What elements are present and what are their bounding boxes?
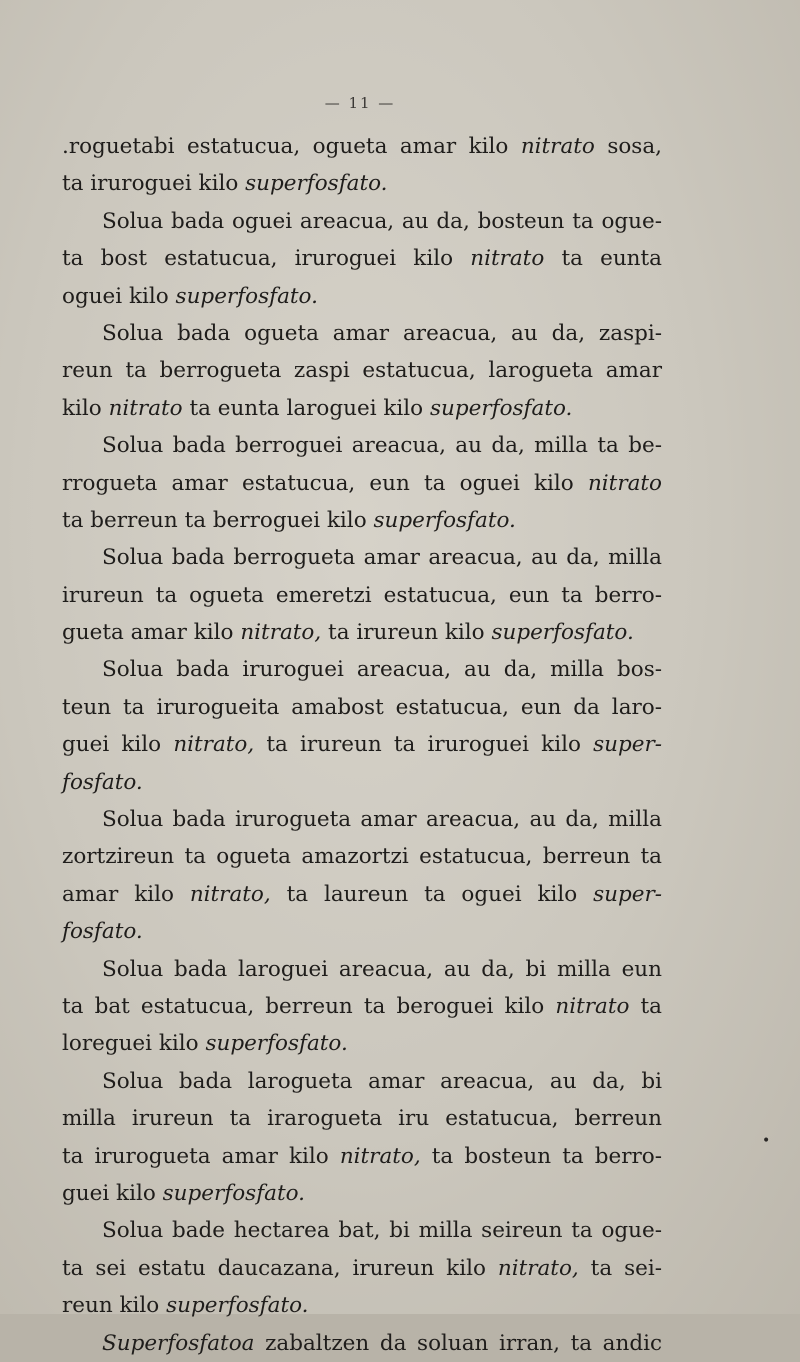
text-run: ta berreun ta berroguei kilo (62, 507, 374, 533)
italic-term: superfosfato. (491, 620, 634, 646)
text-line (62, 913, 662, 950)
text-run: reun ta berrogueta zaspi estatucua, larogueta amar (62, 358, 662, 384)
text-line (62, 1138, 662, 1175)
italic-term: nitrato, (173, 732, 255, 758)
text-line (62, 352, 662, 389)
text-run: loreguei kilo (62, 1031, 206, 1057)
text-run: ta (629, 993, 662, 1019)
italic-term: superfosfato. (166, 1293, 309, 1319)
text-line (62, 1025, 662, 1062)
italic-term: superfosfato. (429, 395, 573, 421)
text-run: ta irureun ta iruroguei kilo (254, 732, 594, 758)
margin-mark: • (762, 1133, 771, 1149)
text-run: guei kilo (62, 1180, 163, 1206)
italic-term: fosfato. (62, 769, 143, 795)
text-run: ta sei estatu daucazana, irureun kilo (62, 1255, 498, 1281)
italic-term: Superfosfatoa (102, 1330, 255, 1356)
text-run: ta laureun ta oguei kilo (270, 881, 594, 907)
italic-term: nitrato, (339, 1143, 421, 1169)
text-run: ta iruroguei kilo (62, 171, 246, 197)
italic-term: super- (593, 881, 662, 907)
text-line (62, 951, 662, 988)
text-line (62, 427, 662, 464)
text-line (62, 577, 662, 614)
text-run: rrogueta amar estatucua, eun ta oguei kilo (62, 470, 588, 496)
text-run: Solua bada berrogueta amar areacua, au da, milla (102, 545, 662, 571)
text-line (62, 726, 662, 763)
text-line (62, 203, 662, 240)
text-run: guei kilo (62, 732, 174, 758)
text-run: milla irureun ta irarogueta iru estatucua, berreun (62, 1106, 662, 1132)
italic-term: nitrato (555, 993, 630, 1019)
italic-term: superfosfato. (245, 171, 388, 197)
body-text (62, 128, 662, 1362)
text-run: Solua bada larogueta amar areacua, au da, bi (102, 1068, 662, 1094)
text-run: teun ta irurogueita amabost estatucua, eun da laro- (62, 694, 662, 720)
text-run: ta eunta laroguei kilo (182, 395, 430, 421)
text-line (62, 278, 662, 315)
text-run: zortzireun ta ogueta amazortzi estatucua, berreun ta (62, 844, 662, 870)
text-run: ta irurogueta amar kilo (62, 1143, 340, 1169)
text-run: Solua bada berroguei areacua, au da, milla ta be- (102, 433, 662, 459)
page-number: — 11 — (324, 94, 396, 112)
text-line (62, 539, 662, 576)
italic-term: nitrato (108, 395, 183, 421)
text-line (62, 1250, 662, 1287)
text-run: zabaltzen da soluan irran, ta andic (254, 1330, 662, 1356)
text-line (62, 614, 662, 651)
italic-term: nitrato, (240, 620, 322, 646)
text-run: ta bat estatucua, berreun ta beroguei kilo (62, 993, 556, 1019)
italic-term: super- (593, 732, 662, 758)
text-run: Solua bada laroguei areacua, au da, bi milla eun (102, 956, 662, 982)
text-run: ta bosteun ta berro- (420, 1143, 662, 1169)
text-run: amar kilo (62, 881, 190, 907)
text-line (62, 1212, 662, 1249)
italic-term: superfosfato. (205, 1031, 348, 1057)
text-line (62, 315, 662, 352)
italic-term: nitrato (470, 246, 545, 272)
text-run: kilo (62, 395, 109, 421)
italic-term: nitrato, (189, 881, 271, 907)
text-run: ta irureun kilo (321, 620, 492, 646)
text-line (62, 1063, 662, 1100)
italic-term: superfosfato. (162, 1180, 306, 1206)
italic-term: superfosfato. (175, 283, 318, 309)
text-run: ta eunta (544, 246, 662, 272)
text-run: gueta amar kilo (62, 620, 241, 646)
text-run: Solua bada oguei areacua, au da, bosteun ta ogue- (102, 208, 662, 234)
text-line (62, 689, 662, 726)
text-line (62, 838, 662, 875)
text-line (62, 128, 662, 165)
text-line (62, 1287, 662, 1324)
text-line (62, 1175, 662, 1212)
text-line (62, 390, 662, 427)
italic-term: nitrato (587, 470, 662, 496)
italic-term: superfosfato. (373, 507, 516, 533)
text-run: Solua bada ogueta amar areacua, au da, zaspi- (102, 320, 662, 346)
italic-term: fosfato. (62, 919, 143, 945)
text-line (62, 1325, 662, 1362)
text-line (62, 502, 662, 539)
text-run: ta sei- (578, 1255, 662, 1281)
text-line (62, 1100, 662, 1137)
text-run: Solua bada iruroguei areacua, au da, milla bos- (102, 657, 662, 683)
text-run: .roguetabi estatucua, ogueta amar kilo (62, 134, 521, 159)
text-run: reun kilo (62, 1293, 167, 1319)
text-run: ta bost estatucua, iruroguei kilo (62, 246, 471, 272)
text-line (62, 465, 662, 502)
text-run: irureun ta ogueta emeretzi estatucua, eun ta berro- (62, 582, 662, 608)
text-line (62, 988, 662, 1025)
text-run: Solua bada irurogueta amar areacua, au da, milla (102, 807, 662, 833)
italic-term: nitrato (520, 134, 595, 159)
text-run: oguei kilo (62, 283, 176, 309)
text-line (62, 764, 662, 801)
italic-term: nitrato, (497, 1255, 579, 1281)
text-line (62, 240, 662, 277)
text-line (62, 165, 662, 202)
text-run: Solua bade hectarea bat, bi milla seireun ta ogue- (102, 1218, 662, 1244)
text-line (62, 876, 662, 913)
text-line (62, 801, 662, 838)
text-run: sosa, (594, 134, 662, 159)
text-line (62, 651, 662, 688)
